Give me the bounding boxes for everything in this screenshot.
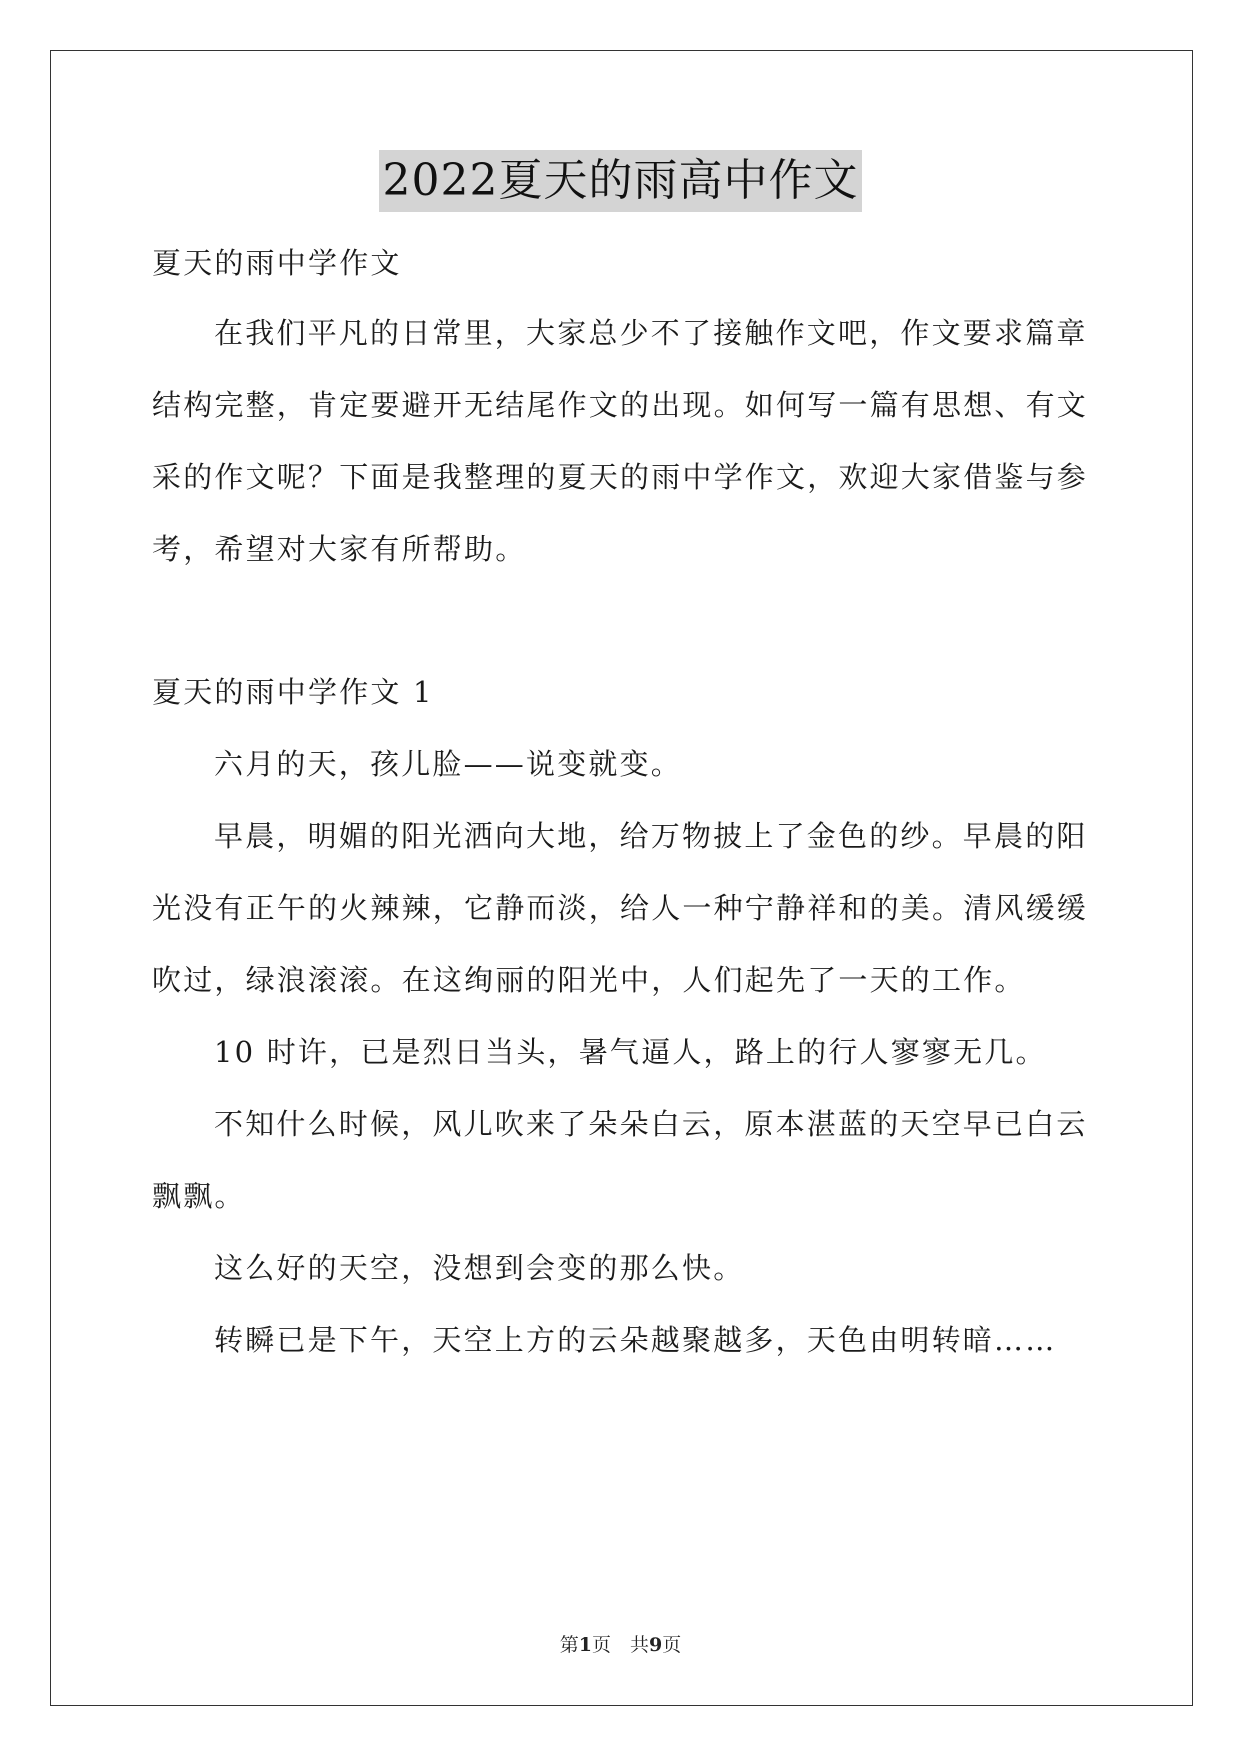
body-line-6: 不知什么时候，风儿吹来了朵朵白云，原本湛蓝的天空早已白云 — [214, 1107, 1088, 1141]
body-line-9: 转瞬已是下午，天空上方的云朵越聚越多，天色由明转暗…… — [214, 1323, 1057, 1357]
footer-prefix: 第 — [559, 1634, 579, 1656]
page-border — [50, 50, 1193, 1706]
total-page-number: 9 — [649, 1634, 663, 1656]
body-line-3: 光没有正午的火辣辣，它静而淡，给人一种宁静祥和的美。清风缓缓 — [152, 891, 1089, 925]
intro-line-1: 在我们平凡的日常里，大家总少不了接触作文吧，作文要求篇章 — [214, 316, 1088, 350]
body-line-4: 吹过，绿浪滚滚。在这绚丽的阳光中，人们起先了一天的工作。 — [152, 963, 1026, 997]
footer-mid: 页 共 — [591, 1634, 649, 1656]
footer-suffix: 页 — [662, 1634, 682, 1656]
document-title: 2022夏天的雨高中作文 — [379, 150, 863, 212]
body-line-7: 飘飘。 — [152, 1179, 246, 1213]
current-page-number: 1 — [578, 1634, 592, 1656]
body-line-8: 这么好的天空，没想到会变的那么快。 — [214, 1251, 745, 1285]
intro-line-3: 采的作文呢？下面是我整理的夏天的雨中学作文，欢迎大家借鉴与参 — [152, 460, 1089, 494]
page-footer — [0, 1630, 1241, 1657]
title-container — [0, 150, 1241, 212]
intro-line-2: 结构完整，肯定要避开无结尾作文的出现。如何写一篇有思想、有文 — [152, 388, 1089, 422]
subtitle: 夏天的雨中学作文 — [152, 246, 402, 280]
body-line-2: 早晨，明媚的阳光洒向大地，给万物披上了金色的纱。早晨的阳 — [214, 819, 1088, 853]
body-line-5: 10 时许，已是烈日当头，暑气逼人，路上的行人寥寥无几。 — [214, 1035, 1047, 1069]
section-heading: 夏天的雨中学作文 1 — [152, 675, 434, 709]
intro-line-4: 考，希望对大家有所帮助。 — [152, 532, 527, 566]
body-line-1: 六月的天，孩儿脸——说变就变。 — [214, 747, 683, 781]
